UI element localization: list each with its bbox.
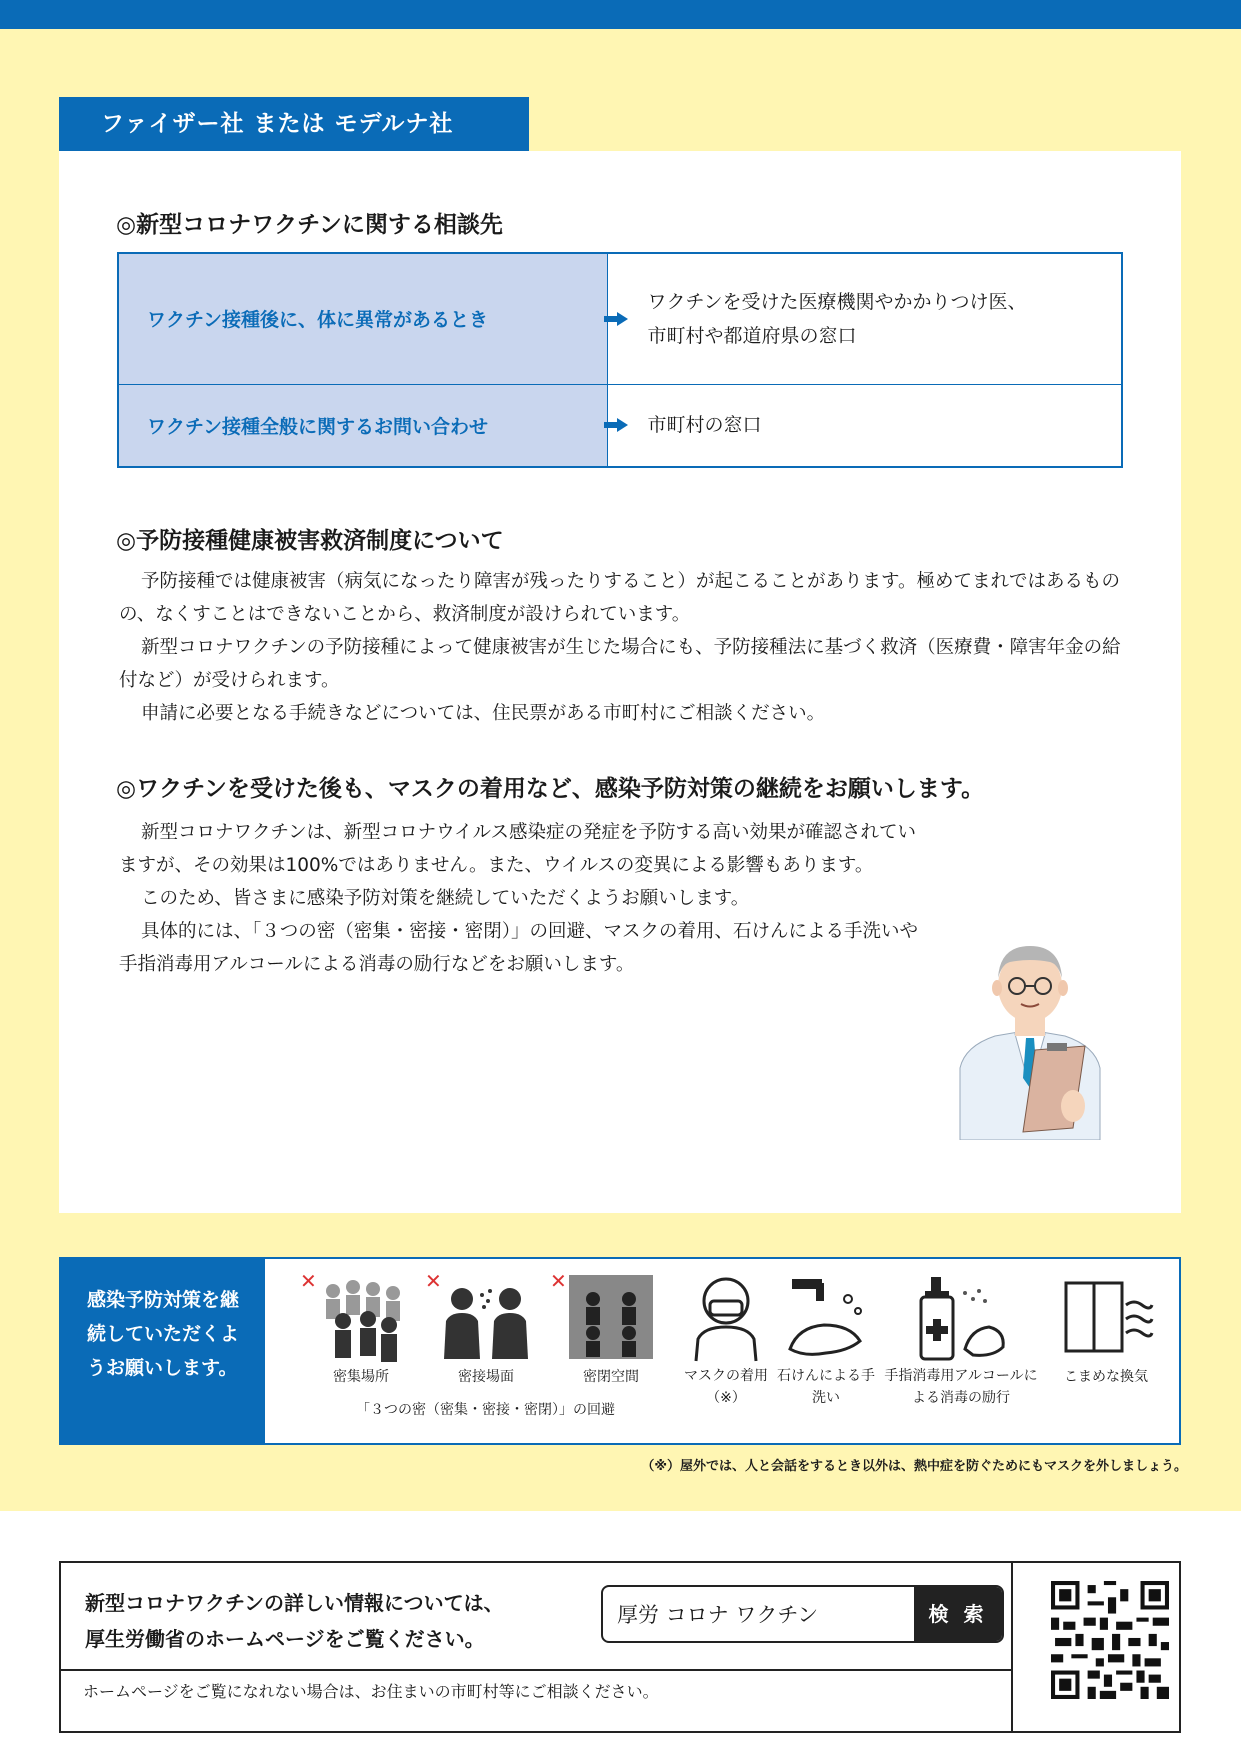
answer-line: ワクチンを受けた医療機関やかかりつけ医、	[647, 290, 1027, 313]
footer-line: 厚生労働省のホームページをご覧ください。	[85, 1627, 485, 1651]
answer-cell	[607, 253, 1122, 384]
x-mark-icon: ✕	[425, 1269, 442, 1293]
measure-label: 密接場面	[458, 1369, 514, 1385]
paragraph: このため、皆さまに感染予防対策を継続していただくようお願いします。	[141, 888, 750, 909]
paragraph: 具体的には、「３つの密（密集・密接・密閉）」の回避、マスクの着用、石けんによる手洗いや手指消毒用アルコールによる消毒の励行などをお願いします。	[119, 921, 919, 975]
arrow-right-icon	[604, 418, 628, 432]
x-mark-icon: ✕	[550, 1269, 567, 1293]
crowd-icon	[313, 1269, 409, 1365]
consultation-title: ◎新型コロナワクチンに関する相談先	[116, 212, 503, 238]
measure-label: 密集場所	[333, 1369, 389, 1385]
x-mark-icon: ✕	[300, 1269, 317, 1293]
divider	[61, 1669, 1011, 1671]
doctor-illustration	[955, 938, 1105, 1140]
paragraph: 予防接種では健康被害（病気になったり障害が残ったりすること）が起こることがあります。極めてまれではあるものの、なくすことはできないことから、救済制度が設けられています。	[119, 571, 1121, 625]
measure-item	[425, 1269, 541, 1389]
qr-code-icon[interactable]	[1051, 1581, 1169, 1699]
top-bar	[0, 0, 1241, 29]
measure-item	[881, 1269, 1041, 1409]
prevention-title: ◎ワクチンを受けた後も、マスクの着用など、感染予防対策の継続をお願いします。	[116, 776, 985, 802]
paragraph: 新型コロナワクチンの予防接種によって健康被害が生じた場合にも、予防接種法に基づく救済（医療費・障害年金の給付など）が受けられます。	[119, 637, 1121, 691]
answer-line: 市町村や都道府県の窓口	[647, 324, 857, 347]
answer-cell	[607, 384, 1122, 467]
consultation-table	[117, 252, 1123, 468]
table-row	[118, 253, 1122, 384]
relief-system-title: ◎予防接種健康被害救済制度について	[116, 528, 504, 554]
measure-label: こまめな換気	[1064, 1369, 1148, 1385]
footer-message	[85, 1585, 504, 1657]
mask-note: （※）屋外では、人と会話をするとき以外は、熱中症を防ぐためにもマスクを外しましょう。	[641, 1459, 1187, 1474]
prevention-heading: 感染予防対策を継続していただくようお願いします。	[61, 1259, 265, 1443]
measure-item	[771, 1269, 881, 1409]
divider	[1011, 1563, 1013, 1731]
measure-item	[1041, 1269, 1171, 1389]
closed-space-icon	[563, 1269, 659, 1365]
vaccine-maker-tag: ファイザー社 または モデルナ社	[59, 97, 529, 151]
measure-label: 手指消毒用アルコールによる消毒の励行	[884, 1368, 1038, 1406]
question-cell: ワクチン接種全般に関するお問い合わせ	[118, 384, 607, 467]
ventilation-icon	[1058, 1269, 1154, 1365]
measure-label: 石けんによる手洗い	[777, 1368, 875, 1406]
paragraph: 新型コロナワクチンは、新型コロナウイルス感染症の発症を予防する高い効果が確認されていますが、その効果は100%ではありません。また、ウイルスの変異による影響もあります。	[119, 822, 916, 876]
paragraph: 申請に必要となる手続きなどについては、住民票がある市町村にご相談ください。	[141, 703, 826, 724]
measure-item	[300, 1269, 416, 1389]
measure-item	[550, 1269, 666, 1389]
footer-line: 新型コロナワクチンの詳しい情報については、	[85, 1591, 504, 1615]
prevention-measures-box	[59, 1257, 1181, 1445]
relief-system-body	[119, 565, 1129, 730]
search-input[interactable]: 厚労 コロナ ワクチン	[617, 1603, 819, 1627]
close-contact-icon	[438, 1269, 534, 1365]
measure-label: 密閉空間	[583, 1369, 639, 1385]
prevention-body	[119, 816, 919, 981]
footer-info-box	[59, 1561, 1181, 1733]
three-c-caption: 「３つの密（密集・密接・密閉）」の回避	[356, 1402, 615, 1418]
answer-line: 市町村の窓口	[647, 414, 762, 437]
search-box[interactable]	[601, 1585, 1004, 1643]
mask-icon	[686, 1269, 766, 1365]
search-button[interactable]: 検 索	[914, 1587, 1002, 1641]
handwash-icon	[778, 1269, 874, 1365]
question-cell: ワクチン接種後に、体に異常があるとき	[118, 253, 607, 384]
measure-label: マスクの着用（※）	[684, 1368, 768, 1406]
footer-subtext: ホームページをご覧になれない場合は、お住まいの市町村等にご相談ください。	[83, 1682, 659, 1701]
sanitizer-icon	[913, 1269, 1009, 1365]
arrow-right-icon	[604, 312, 628, 326]
measure-item	[681, 1269, 771, 1409]
table-row	[118, 384, 1122, 467]
